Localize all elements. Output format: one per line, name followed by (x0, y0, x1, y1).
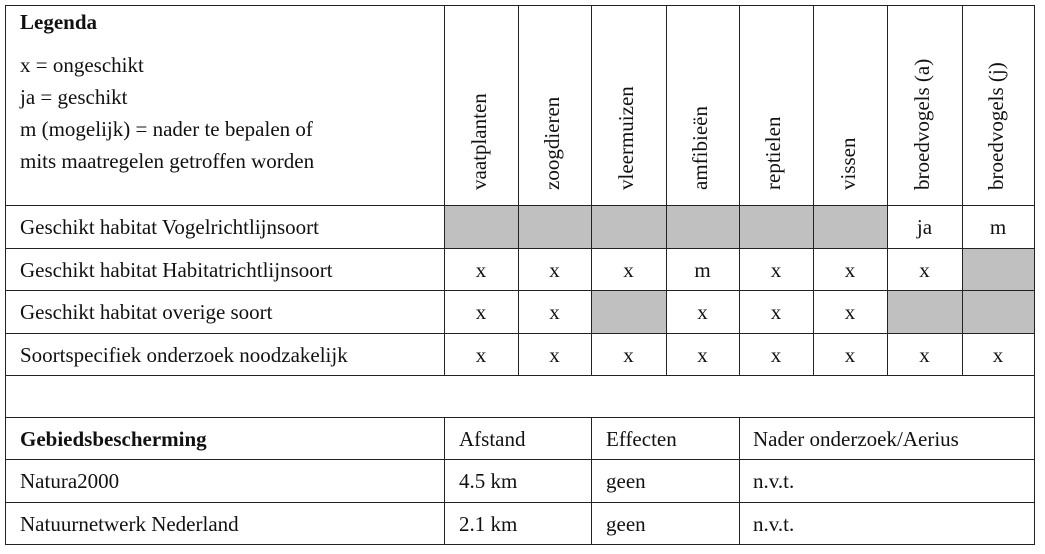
gray-cell (962, 291, 1034, 333)
gray-cell (962, 249, 1034, 290)
cell-value: x (475, 343, 487, 367)
protection-research: n.v.t. (753, 512, 795, 536)
protection-area-name: Natura2000 (20, 469, 120, 493)
cell-value: ja (916, 215, 933, 239)
gray-cell (591, 206, 666, 248)
cell-value: x (770, 258, 782, 282)
cell-value: x (844, 258, 856, 282)
column-header-zoogdieren: zoogdieren (540, 96, 564, 190)
cell-value: x (919, 343, 930, 367)
cell-value: x (770, 343, 782, 367)
header-gebiedsbescherming: Gebiedsbescherming (20, 427, 207, 451)
header-afstand: Afstand (459, 427, 526, 451)
legend-line: mits maatregelen getroffen worden (20, 149, 315, 173)
column-header-vissen: vissen (836, 137, 860, 190)
legend-line: x = ongeschikt (20, 53, 144, 77)
cell-value: x (475, 258, 487, 282)
protection-area-name: Natuurnetwerk Nederland (20, 512, 239, 536)
cell-value: x (844, 343, 856, 367)
cell-value: x (919, 258, 930, 282)
legend-title: Legenda (20, 10, 98, 34)
cell-value: m (989, 215, 1007, 239)
column-header-broedvogels-j: broedvogels (j) (984, 62, 1008, 190)
gray-cell (887, 291, 962, 333)
cell-value: x (623, 258, 634, 282)
cell-value: m (694, 258, 711, 282)
header-nader-onderzoek: Nader onderzoek/Aerius (753, 427, 959, 451)
cell-value: x (549, 343, 560, 367)
cell-value: x (623, 343, 634, 367)
column-header-amfibieen: amfibieën (688, 106, 712, 190)
header-effecten: Effecten (606, 427, 677, 451)
cell-value: x (549, 300, 560, 324)
column-header-broedvogels-a: broedvogels (a) (910, 58, 934, 190)
gray-cell (518, 206, 591, 248)
protection-effects: geen (606, 469, 646, 493)
gray-cell (591, 291, 666, 333)
row-label-vogelrichtlijnsoort: Geschikt habitat Vogelrichtlijnsoort (20, 215, 320, 239)
protection-distance: 4.5 km (459, 469, 518, 493)
row-label-overige-soort: Geschikt habitat overige soort (20, 300, 273, 324)
protection-effects: geen (606, 512, 646, 536)
gray-cell (444, 206, 518, 248)
protection-research: n.v.t. (753, 469, 795, 493)
cell-value: x (844, 300, 856, 324)
cell-value: x (697, 300, 708, 324)
cell-value: x (549, 258, 560, 282)
column-header-vaatplanten: vaatplanten (467, 93, 491, 190)
gray-cell (813, 206, 887, 248)
cell-value: x (475, 300, 487, 324)
cell-value: x (992, 343, 1004, 367)
gray-cell (739, 206, 813, 248)
legend-line: m (mogelijk) = nader te bepalen of (20, 117, 313, 141)
row-label-habitatrichtlijnsoort: Geschikt habitat Habitatrichtlijnsoort (20, 258, 333, 282)
cell-value: x (770, 300, 782, 324)
column-header-vleermuizen: vleermuizen (614, 86, 638, 190)
gray-cell (666, 206, 739, 248)
cell-value: x (697, 343, 708, 367)
protection-distance: 2.1 km (459, 512, 518, 536)
column-header-reptielen: reptielen (761, 116, 785, 190)
legend-line: ja = geschikt (20, 85, 128, 109)
row-label-soortspecifiek-onderzoek: Soortspecifiek onderzoek noodzakelijk (20, 343, 348, 367)
